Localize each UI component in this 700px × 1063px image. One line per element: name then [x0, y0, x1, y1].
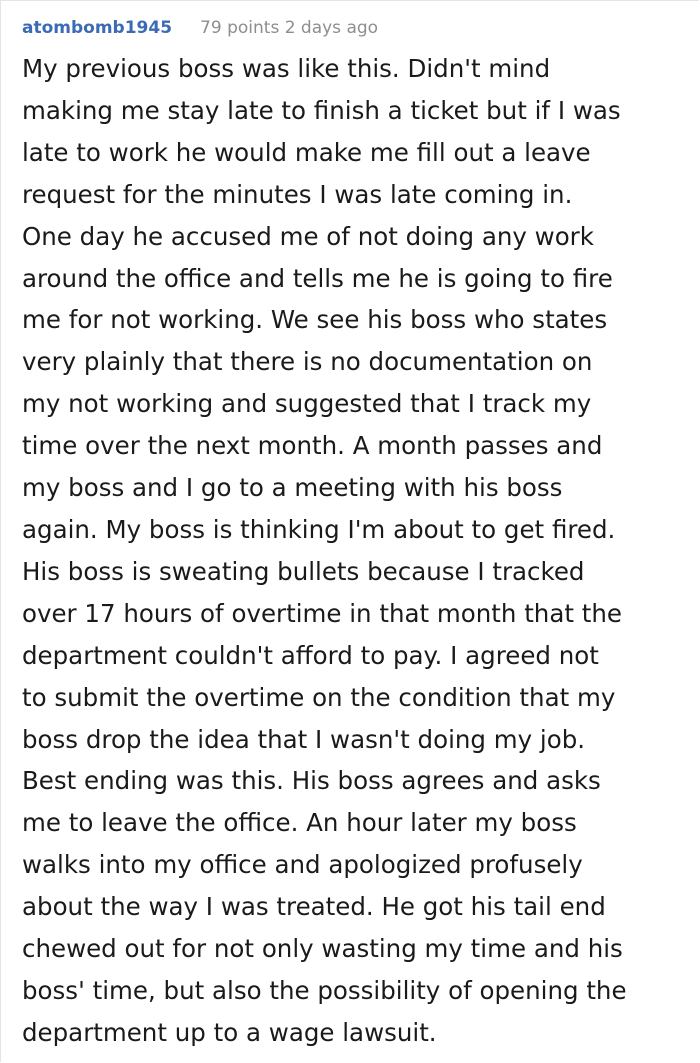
- comment-text-line: boss drop the idea that I wasn't doing my job.: [22, 724, 586, 754]
- comment-header: [22, 18, 378, 38]
- comment-text-line: Best ending was this. His boss agrees and asks: [22, 766, 601, 796]
- comment-text-line: One day he accused me of not doing any work: [22, 221, 594, 251]
- comment-text-line: request for the minutes I was late coming in.: [22, 179, 573, 209]
- comment-text-line: to submit the overtime on the condition that my: [22, 682, 616, 712]
- comment-text-line: time over the next month. A month passes and: [22, 431, 603, 461]
- comment-text-line: around the office and tells me he is going to fire: [22, 263, 613, 293]
- comment-text-line: My previous boss was like this. Didn't mind: [22, 54, 551, 83]
- comment-text-line: His boss is sweating bullets because I tracked: [22, 556, 585, 586]
- comment-text-line: my boss and I go to a meeting with his boss: [22, 473, 563, 503]
- comment-text-line: making me stay late to finish a ticket but if I was: [22, 95, 621, 125]
- comment-text-line: department couldn't afford to pay. I agreed not: [22, 640, 599, 670]
- comment-text-line: walks into my office and apologized profusely: [22, 850, 583, 880]
- comment-text-line: very plainly that there is no documentation on: [22, 347, 593, 377]
- comment-text-line: about the way I was treated. He got his tail end: [22, 892, 606, 922]
- comment-body: [22, 48, 627, 1054]
- comment-text-line: me for not working. We see his boss who states: [22, 305, 608, 335]
- comment-text-line: boss' time, but also the possibility of opening the: [22, 975, 627, 1005]
- comment-text-line: me to leave the office. An hour later my boss: [22, 808, 577, 838]
- comment-text-line: late to work he would make me fill out a leave: [22, 137, 591, 167]
- comment-text-line: over 17 hours of overtime in that month that the: [22, 598, 622, 628]
- author-link[interactable]: atombomb1945: [22, 18, 173, 38]
- comment-text-line: department up to a wage lawsuit.: [22, 1017, 437, 1047]
- comment-text-line: again. My boss is thinking I'm about to get fired.: [22, 514, 616, 544]
- comment-text-line: my not working and suggested that I track my: [22, 389, 592, 419]
- comment-text-line: chewed out for not only wasting my time and his: [22, 934, 623, 964]
- comment-meta: 79 points 2 days ago: [200, 18, 379, 38]
